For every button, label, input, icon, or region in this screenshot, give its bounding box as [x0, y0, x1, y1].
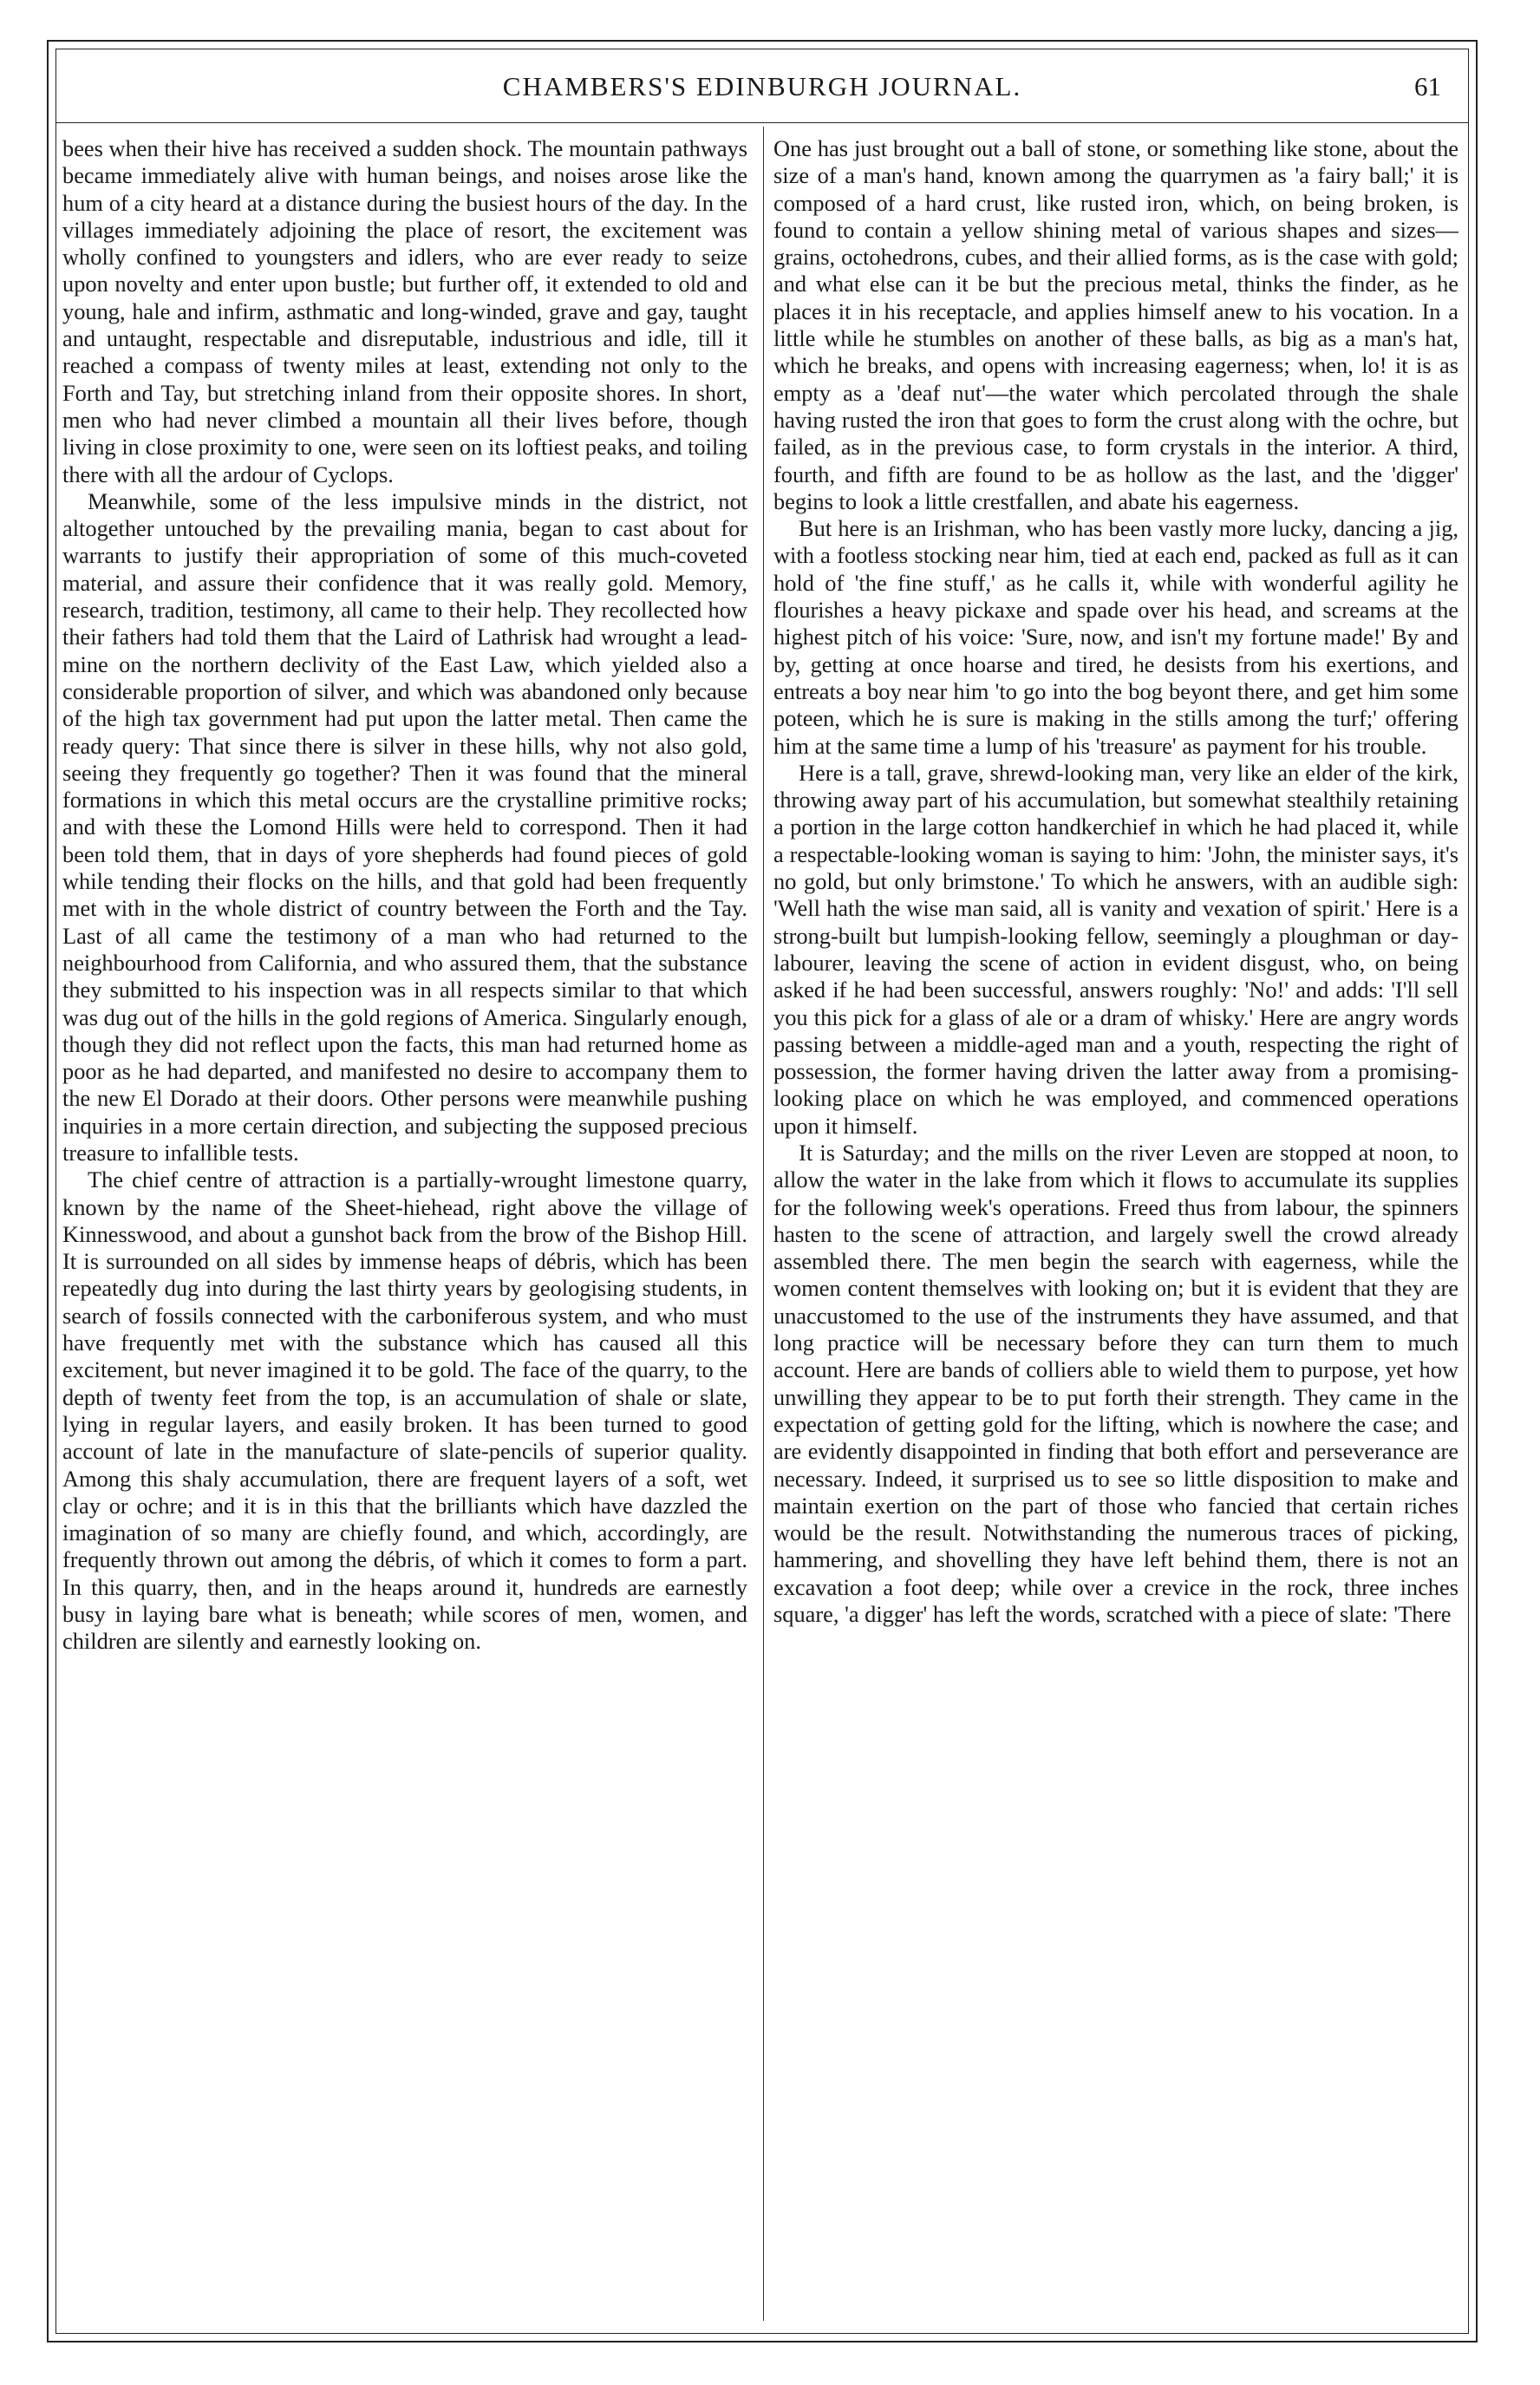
paragraph: But here is an Irishman, who has been vastly more lucky, dancing a jig, with a footless stocking near him, tied at each end, packed as full as it can hold of 'the fine stuff,' as he calls it, while with wonderful agility he flourishes a heavy pickaxe and spade over his head, and screams at the highest pitch of his voice: 'Sure, now, and isn't my fortune made!' By and by, getting at once hoarse and tired, he desists from his exertions, and entreats a boy near him 'to go into the bog beyont there, and get him some poteen, which he is sure is making in the stills among the turf;' offering him at the same time a lump of his 'treasure' as payment for his trouble. — [773, 515, 1458, 759]
paragraph: Meanwhile, some of the less impulsive minds in the district, not altogether untouched by the prevailing mania, began to cast about for warrants to justify their appropriation of some of this much-coveted material, and assure their confidence that it was really gold. Memory, research, tradition, testimony, all came to their help. They recollected how their fathers had told them that the Laird of Lathrisk had wrought a lead-mine on the northern declivity of the East Law, which yielded also a considerable proportion of silver, and which was abandoned only because of the high tax government had put upon the latter metal. Then came the ready query: That since there is silver in these hills, why not also gold, seeing they frequently go together? Then it was found that the mineral formations in which this metal occurs are the crystalline primitive rocks; and with these the Lomond Hills were held to correspond. Then it had been told them, that in days of yore shepherds had found pieces of gold while tending their flocks on the hills, and that gold had been frequently met with in the whole district of country between the Forth and the Tay. Last of all came the testimony of a man who had returned to the neighbourhood from California, and who assured them, that the substance they submitted to his inspection was in all respects similar to that which was dug out of the hills in the gold regions of America. Singularly enough, though they did not reflect upon the facts, this man had returned home as poor as he had departed, and manifested no desire to accompany them to the new El Dorado at their doors. Other persons were meanwhile pushing inquiries in a more certain direction, and subjecting the supposed precious treasure to infallible tests. — [62, 487, 747, 1166]
paragraph: One has just brought out a ball of stone, or something like stone, about the size of a man's hand, known among the quarrymen as 'a fairy ball;' it is composed of a hard crust, like rusted iron, which, on being broken, is found to contain a yellow shining metal of various shapes and sizes—grains, octohedrons, cubes, and their allied forms, as is the case with gold; and what else can it be but the precious metal, thinks the finder, as he places it in his receptacle, and applies himself anew to his vocation. In a little while he stumbles on another of these balls, as big as a man's hat, which he breaks, and opens with increasing eagerness; when, lo! it is as empty as a 'deaf nut'—the water which percolated through the shale having rusted the iron that goes to form the crust along with the ochre, but failed, as in the previous case, to form crystals in the interior. A third, fourth, and fifth are found to be as hollow as the last, and the 'digger' begins to look a little crestfallen, and abate his eagerness. — [773, 135, 1458, 514]
left-column — [62, 135, 747, 2312]
paragraph: It is Saturday; and the mills on the river Leven are stopped at noon, to allow the water in the lake from which it flows to accumulate its supplies for the following week's operations. Freed thus from labour, the spinners hasten to the scene of attraction, and largely swell the crowd already assembled there. The men begin the search with eagerness, while the women content themselves with looking on; but it is evident that they are unaccustomed to the use of the instruments they have assumed, and that long practice will be necessary before they can turn them to much account. Here are bands of colliers able to wield them to purpose, yet how unwilling they appear to be to put forth their strength. They came in the expectation of getting gold for the lifting, which is nowhere the case; and are evidently disappointed in finding that both effort and perseverance are necessary. Indeed, it surprised us to see so little disposition to make and maintain exertion on the part of those who fancied that certain riches would be the result. Notwithstanding the numerous traces of picking, hammering, and shovelling they have left behind them, there is not an excavation a foot deep; while over a crevice in the rock, three inches square, 'a digger' has left the words, scratched with a piece of slate: 'There — [773, 1139, 1458, 1628]
paragraph: bees when their hive has received a sudden shock. The mountain pathways became immediately alive with human beings, and noises arose like the hum of a city heard at a distance during the busiest hours of the day. In the villages immediately adjoining the place of resort, the excitement was wholly confined to youngsters and idlers, who are ever ready to seize upon novelty and enter upon bustle; but further off, it extended to old and young, hale and infirm, asthmatic and long-winded, grave and gay, taught and untaught, respectable and disreputable, industrious and idle, till it reached a compass of twenty miles at least, extending not only to the Forth and Tay, but stretching inland from their opposite shores. In short, men who had never climbed a mountain all their lives before, though living in close proximity to one, were seen on its loftiest peaks, and toiling there with all the ardour of Cyclops. — [62, 135, 747, 487]
right-column — [773, 135, 1458, 2312]
journal-title: CHAMBERS'S EDINBURGH JOURNAL. — [502, 71, 1022, 101]
running-header — [55, 49, 1469, 123]
paragraph: Here is a tall, grave, shrewd-looking man, very like an elder of the kirk, throwing away part of his accumulation, but somewhat stealthily retaining a portion in the large cotton handkerchief in which he had placed it, while a respectable-looking woman is saying to him: 'John, the minister says, it's no gold, but only brimstone.' To which he answers, with an audible sigh: 'Well hath the wise man said, all is vanity and vexation of spirit.' Here is a strong-built but lumpish-looking fellow, seemingly a ploughman or day-labourer, leaving the scene of action in evident disgust, who, on being asked if he had been successful, answers roughly: 'No!' and adds: 'I'll sell you this pick for a glass of ale or a dram of whisky.' Here are angry words passing between a middle-aged man and a youth, respecting the right of possession, the former having driven the latter away from a promising-looking place on which he was employed, and commenced operations upon it himself. — [773, 759, 1458, 1139]
column-divider — [763, 127, 764, 2321]
paragraph: The chief centre of attraction is a partially-wrought limestone quarry, known by the name of the Sheet-hiehead, right above the village of Kinnesswood, and about a gunshot back from the brow of the Bishop Hill. It is surrounded on all sides by immense heaps of débris, which has been repeatedly dug into during the last thirty years by geologising students, in search of fossils connected with the carboniferous system, and who must have frequently met with the substance which has caused all this excitement, but never imagined it to be gold. The face of the quarry, to the depth of twenty feet from the top, is an accumulation of shale or slate, lying in regular layers, and easily broken. It has been turned to good account of late in the manufacture of slate-pencils of superior quality. Among this shaly accumulation, there are frequent layers of a soft, wet clay or ochre; and it is in this that the brilliants which have dazzled the imagination of so many are chiefly found, and which, accordingly, are frequently thrown out among the débris, of which it comes to form a part. In this quarry, then, and in the heaps around it, hundreds are earnestly busy in laying bare what is beneath; while scores of men, women, and children are silently and earnestly looking on. — [62, 1166, 747, 1655]
page-number: 61 — [1414, 71, 1441, 101]
